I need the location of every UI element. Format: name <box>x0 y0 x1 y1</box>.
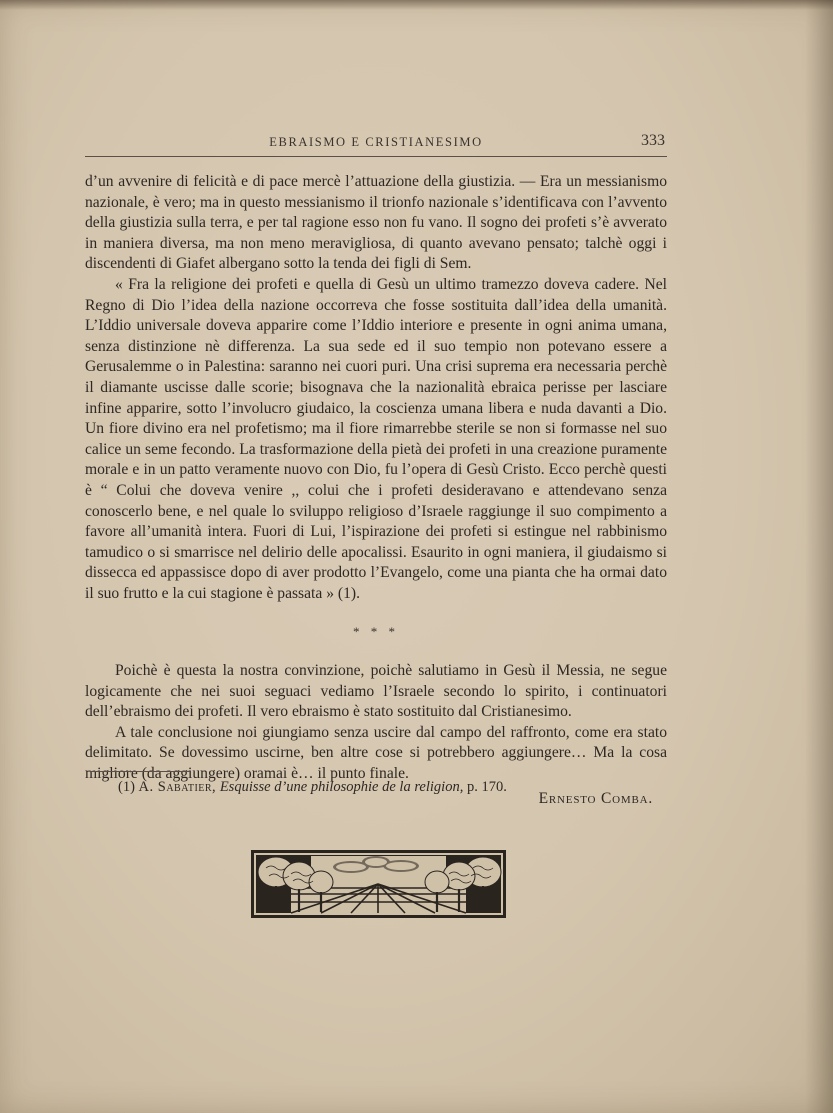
page-number: 333 <box>641 132 665 149</box>
page-top-shadow <box>0 0 833 10</box>
footnote-author: A. Sabatier, <box>138 779 217 795</box>
paragraph-conclusion-2: A tale conclusione noi giungiamo senza uscire dal campo del raffronto, come era stato delimitato. Se dovessimo uscirne, ben altre cose si potrebbero aggiungere… Ma la cosa migliore (da aggiungere) oramai è… il punto finale. <box>85 723 667 783</box>
paragraph-continuation: d’un avvenire di felicità e di pace mercè l’attuazione della giustizia. — Era un messianismo nazionale, è vero; ma in questo messianismo il trionfo nazionale s’identificava con l’avvento della giustizia sulla terra, e per tal ragione esso non fu vano. Il sogno dei profeti s’è avverato in maniera diversa, ma non meno meravigliosa, di quanto avevano pensato; talchè oggi i discendenti di Giafet albergano sotto la tenda dei figli di Sem. <box>85 173 667 273</box>
paragraph-quotation: « Fra la religione dei profeti e quella di Gesù un ultimo tramezzo doveva cadere. Nel Regno di Dio l’idea della nazione occorreva che fosse sostituita dall’idea della umanità. L’Iddio universale doveva apparire come l’Iddio interiore e presente in ogni anima umana, senza distinzione nè differenza. La sua sede ed il suo tempio non potevano essere a Gerusalemme o in Palestina: saranno nei cuori puri. Una crisi suprema era necessaria perchè il diamante uscisse dalle scorie; bisognava che la nazionalità ebraica perisse per lasciare infine apparire, sotto l’involucro giudaico, la coscienza umana libera e nuda davanti a Dio. Un fiore divino era nel profetismo; ma il fiore rimarrebbe sterile se non si formasse nel suo calice un seme fecondo. La trasformazione della pietà dei profeti in una creazione puramente morale e in un patto veramente nuovo con Dio, fu l’opera di Gesù Cristo. Ecco perchè questi è “ Colui che doveva venire ,, colui che i profeti desideravano e attendevano senza conoscerlo bene, e nel quale lo sviluppo religioso d’Israele raggiunge il suo compimento a favore all’umanità intera. Fuori di Lui, l’ispirazione dei profeti si estingue nel rabbinismo tamudico o si smarrisce nel delirio delle apocalissi. Esaurito in ogni maniera, il giudaismo si dissecca ed appassisce dopo di aver prodotto l’Evangelo, come una pianta che ha ormai dato il suo frutto e la cui stagione è passata » (1). <box>85 275 667 602</box>
section-separator: * * * <box>353 624 399 640</box>
body-text <box>85 172 667 809</box>
running-head-title: EBRAISMO E CRISTIANESIMO <box>269 135 483 149</box>
footnote-work-title: Esquisse d’une philosophie de la religion, <box>219 779 464 795</box>
author-signature: Ernesto Comba. <box>538 789 653 807</box>
paragraph-conclusion-1: Poichè è questa la nostra convinzione, poichè salutiamo in Gesù il Messia, ne segue logicamente che nei suoi seguaci vediamo l’Israele secondo lo spirito, i continuatori dell’ebraismo dei profeti. Il vero ebraismo è stato sostituito dal Cristianesimo. <box>85 662 667 721</box>
page-gutter-shadow <box>805 0 833 1113</box>
footnote-rule <box>90 771 190 772</box>
vignette-drawing <box>251 850 506 918</box>
running-head <box>85 132 667 157</box>
footnote <box>118 779 658 796</box>
footnote-page: p. 170. <box>466 779 507 795</box>
footnote-marker: (1) <box>118 779 135 795</box>
landscape-vignette-icon <box>251 850 506 918</box>
